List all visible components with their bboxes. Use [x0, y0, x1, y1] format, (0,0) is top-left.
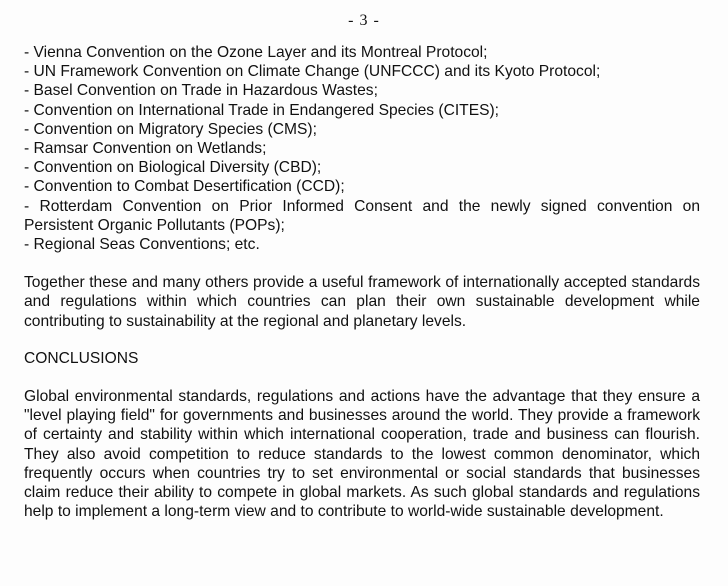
list-item: - Convention on Biological Diversity (CBD);: [24, 159, 322, 177]
list-item: - Ramsar Convention on Wetlands;: [24, 140, 267, 158]
list-item: - Convention to Combat Desertification (CCD);: [24, 178, 345, 196]
framework-paragraph: Together these and many others provide a useful framework of internationally accepted standards and regulations within which countries can plan their own sustainable development while contributing to sustainability at the regional and planetary levels.: [24, 274, 700, 330]
page-number: - 3 -: [348, 12, 380, 29]
list-item: - Regional Seas Conventions; etc.: [24, 236, 260, 254]
list-item: - Rotterdam Convention on Prior Informed Consent and the newly signed convention on Persistent Organic Pollutants (POPs);: [24, 197, 700, 234]
spacer: [24, 254, 700, 273]
conventions-list: [24, 43, 700, 254]
page-content: [24, 43, 700, 521]
conclusions-paragraph: Global environmental standards, regulations and actions have the advantage that they ensure a "level playing field" for governments and businesses around the world. They provide a framework of certainty and stability within which international cooperation, trade and business can flourish. They also avoid competition to reduce standards to the lowest common denominator, which frequently occurs when countries try to set environmental or social standards that businesses claim reduce their ability to compete in global markets. As such global standards and regulations help to implement a long-term view and to contribute to world-wide sustainable development.: [24, 388, 700, 521]
list-item: - Convention on International Trade in Endangered Species (CITES);: [24, 101, 500, 119]
conclusions-heading: CONCLUSIONS: [24, 349, 139, 367]
spacer: [24, 331, 700, 349]
list-item: - Basel Convention on Trade in Hazardous Wastes;: [24, 82, 378, 100]
spacer: [24, 368, 700, 387]
list-item: - UN Framework Convention on Climate Change (UNFCCC) and its Kyoto Protocol;: [24, 63, 601, 81]
list-item: - Vienna Convention on the Ozone Layer and its Montreal Protocol;: [24, 44, 488, 61]
list-item: - Convention on Migratory Species (CMS);: [24, 120, 317, 138]
